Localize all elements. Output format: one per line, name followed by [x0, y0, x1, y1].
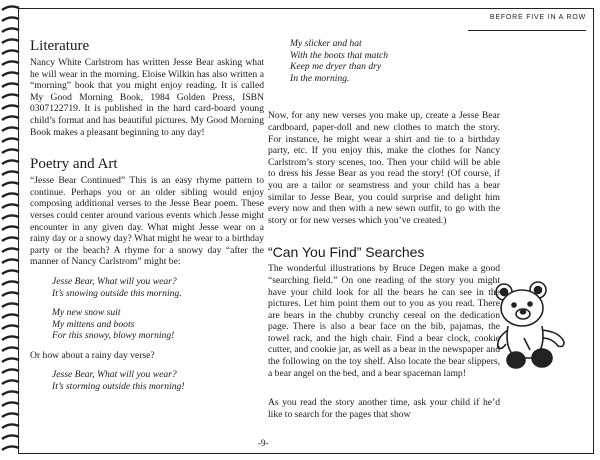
spiral-coil — [2, 325, 19, 329]
spiral-coil — [2, 182, 19, 186]
spiral-coil — [2, 17, 19, 21]
searches-heading: “Can You Find” Searches — [268, 244, 425, 261]
spiral-coil — [2, 336, 19, 340]
spiral-coil — [2, 215, 19, 219]
spiral-coil — [2, 446, 19, 450]
spiral-coil — [2, 413, 19, 417]
spiral-binding-icon — [0, 0, 20, 460]
spiral-coil — [2, 424, 19, 428]
searches-closing: As you read the story another time, ask your child if he’d like to search for the pages that show — [268, 397, 500, 420]
spiral-coil — [2, 105, 19, 109]
left-column — [30, 38, 264, 401]
spiral-coil — [2, 193, 19, 197]
spiral-coil — [2, 402, 19, 406]
spiral-coil — [2, 204, 19, 208]
spiral-coil — [2, 347, 19, 351]
spiral-coil — [2, 259, 19, 263]
new-verses-paragraph: Now, for any new verses you make up, create a Jesse Bear cardboard, paper-doll and new clothes to match the story. For instance, he might wear a shirt and tie to a birthday party, etc. If you enjoy this, make the clothes for Nancy Carlstrom’s story scenes, too. Then your child will be able to dress his Jesse Bear as you read the story! (Of course, if you are a tailor or seamstress and your child has a bear similar to Jesse Bear, you could surprise and delight him every now and then with a new sewn outfit, to go with the story or for new verses which you’ve created.) — [268, 110, 500, 226]
running-head: BEFORE FIVE IN A ROW — [489, 14, 586, 21]
spiral-coil — [2, 303, 19, 307]
spiral-coil — [2, 116, 19, 120]
header-rule — [468, 30, 586, 31]
snowy-verse-1 — [30, 276, 264, 299]
spiral-coil — [2, 171, 19, 175]
poetry-paragraph: “Jesse Bear Continued” This is an easy rhyme pattern to continue. Perhaps you or an older sibling would enjoy composing additional verses to the Jesse Bear poem. These verses could center around various events which Jesse might encounter in any given day. What might Jesse wear on a rainy day or a snowy day? What might he wear to a birthday party or the beach? A rhyme for a snowy day “after the manner of Nancy Carlstrom” might be: — [30, 175, 264, 268]
verse-line: For this snowy, blowy morning! — [52, 330, 175, 342]
verse-line: It’s storming outside this morning! — [52, 381, 185, 393]
verse-line: My mittens and boots — [52, 318, 135, 330]
spiral-coil — [2, 61, 19, 65]
literature-paragraph: Nancy White Carlstrom has written Jesse Bear asking what he will wear in the morning. Eloise Wilkin has also written a “morning” book that you might enjoy reading. It is called My Good Morning Book, 1984 Golden Press, ISBN 0307122719. It is published in the hard card-board young child’s format and has beautiful pictures. My Good Morning Book makes a pleasant beginning to any day! — [30, 57, 264, 138]
spiral-coil — [2, 369, 19, 373]
verse-line: My slicker and hat — [290, 38, 362, 49]
spiral-coil — [2, 72, 19, 76]
spiral-coil — [2, 281, 19, 285]
searches-paragraph: The wonderful illustrations by Bruce Degen make a good “searching field.” On one reading of the story you might have your child look for all the bears he can see in the pictures. Let him point them out to you as you read. There are bears in the chubby crunchy cereal on the dedication page. There is also a bear face on the bib, pajamas, the towel rack, and the high chair. Find a bear clock, cookie cutter, and cookie jar, as well as a bear in the newspaper and the following on the toy shelf. Also locate the bear slippers, a bear angel on the bed, and a bear spaceman lamp! — [268, 263, 500, 379]
spiral-coil — [2, 127, 19, 131]
verse-line: Jesse Bear, What will you wear? — [52, 275, 177, 287]
spiral-coil — [2, 226, 19, 230]
spiral-coil — [2, 39, 19, 43]
verse-line: Keep me dryer than dry — [290, 61, 382, 73]
rainy-verse-continued — [268, 38, 500, 84]
spiral-coil — [2, 50, 19, 54]
verse-line: With the boots that match — [290, 49, 389, 61]
spiral-coil — [2, 248, 19, 252]
verse-line: My new snow suit — [52, 307, 121, 319]
spiral-coil — [2, 237, 19, 241]
snowy-verse-2 — [30, 307, 264, 342]
spiral-coil — [2, 6, 19, 10]
right-column — [268, 38, 500, 420]
verse-line: It’s snowing outside this morning. — [52, 287, 182, 299]
spiral-coil — [2, 149, 19, 153]
spiral-coil — [2, 28, 19, 32]
spiral-coil — [2, 358, 19, 362]
spiral-coil — [2, 160, 19, 164]
spiral-coil — [2, 314, 19, 318]
verse-line: Jesse Bear, What will you wear? — [52, 369, 177, 381]
spiral-coil — [2, 83, 19, 87]
teddy-bear-icon — [486, 278, 578, 372]
spiral-coil — [2, 138, 19, 142]
spiral-coil — [2, 435, 19, 439]
spiral-coil — [2, 292, 19, 296]
spiral-coil — [2, 94, 19, 98]
poetry-heading: Poetry and Art — [30, 156, 118, 173]
verse-line: In the morning. — [290, 72, 350, 84]
spiral-coil — [2, 391, 19, 395]
rainy-intro: Or how about a rainy day verse? — [30, 349, 155, 361]
spiral-coil — [2, 270, 19, 274]
literature-heading: Literature — [30, 38, 90, 54]
page-number: -9- — [258, 438, 269, 448]
rainy-verse — [30, 369, 264, 392]
spiral-coil — [2, 380, 19, 384]
